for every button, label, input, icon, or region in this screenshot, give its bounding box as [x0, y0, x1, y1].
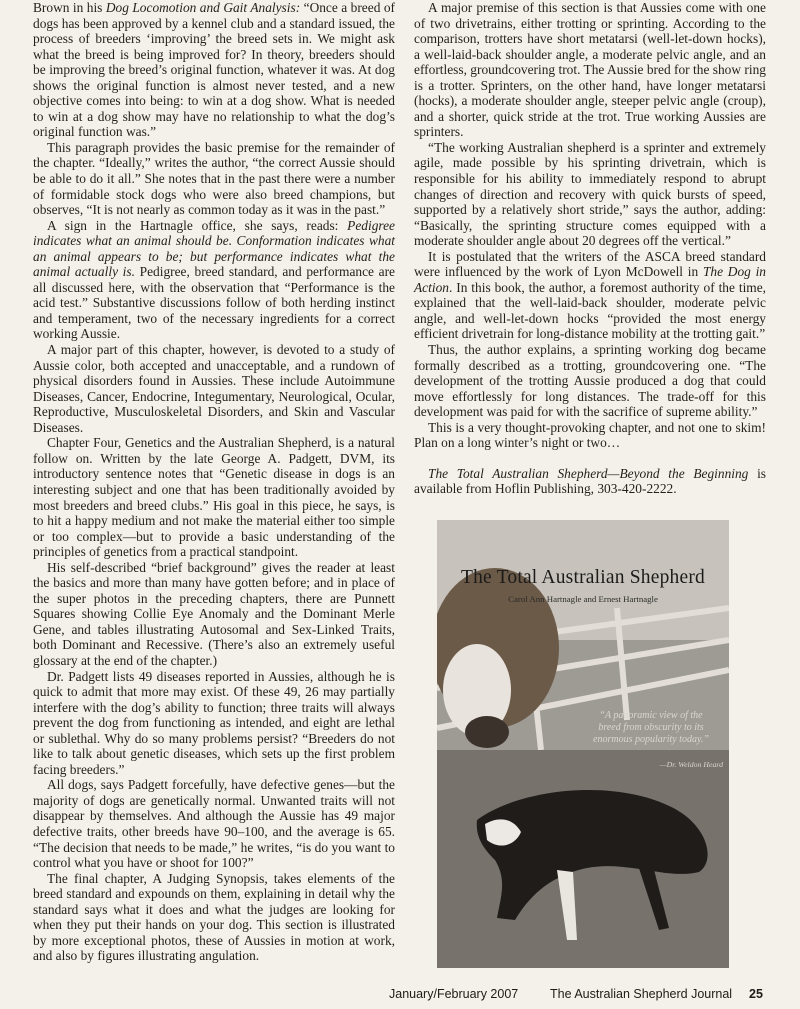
footer-issue-date: January/February 2007: [389, 987, 519, 1001]
body-paragraph: It is postulated that the writers of the ASCA breed standard were influenced by the work of Lyon McDowell in The Dog in Action. In this book, the author, a foremost authority of the time, explained that the well-laid-back shoulder, moderate pelvic angle, and well-let-down hocks “provided the most energy efficient drivetrain for long-distance mobility at the trotting gait.”: [414, 248, 767, 342]
cover-quote: “A panoramic view of the breed from obscurity to its enormous popularity today.”: [593, 710, 709, 745]
body-paragraph: This paragraph provides the basic premise for the remainder of the chapter. “Ideally,” writes the author, “the correct Aussie should be able to do it all.” She notes that in the past there were a number of formidable stock dogs who were also breed champions, but observes, “It is not nearly as common today as it was in the past.”: [33, 139, 395, 218]
body-paragraph: A major premise of this section is that Aussies come with one of two drivetrains, either trotting or sprinting. According to the comparison, trotters have short metatarsi (well-let-down hocks), a well-laid-back shoulder angle, a moderate pelvic angle, and an effortless, groundcovering trot. The Aussie bred for the show ring is a trotter. Sprinters, on the other hand, have longer metatarsi (hocks), a moderate shoulder angle, steeper pelvic angle (croup), and a shorter, quick stride at the trot. True working Aussies are sprinters.: [414, 0, 766, 140]
body-paragraph: This is a very thought-provoking chapter, and not one to skim! Plan on a long winter’s night or two…: [414, 419, 766, 451]
body-paragraph: A sign in the Hartnagle office, she says, reads: Pedigree indicates what an animal should be. Conformation indicates what an animal appears to be; but performance indicates what the animal actually is. Pedigree, breed standard, and performance are all discussed here, with the observation that “Performance is the acid test.” Substantive discussions follow of both herding instinct and temperament, two of the necessary ingredients for a correct working Aussie.: [33, 217, 395, 342]
body-paragraph: Brown in his Dog Locomotion and Gait Analysis: “Once a breed of dogs has been approved by a kennel club and a standard issued, the process of breeders ‘improving’ the breed sets in. We might ask what the breed is being improved for? In theory, breeders should be improving the breed’s original function, whatever it was. At dog shows the original function is almost never tested, and a new objective comes into being: to win at a dog show. What is needed to win at a dog show may have no relationship to what the dog’s original function was.”: [33, 0, 395, 140]
body-paragraph: The final chapter, A Judging Synopsis, takes elements of the breed standard and expounds on them, explaining in detail why the standard says what it does and what the judges are looking for when they put their hands on your dog. This section is illustrated by more exceptional photos, these of Aussies in motion at work, and also by figures illustrating angulation.: [33, 870, 395, 964]
cover-title: The Total Australian Shepherd: [461, 567, 705, 588]
page-number: 25: [749, 987, 763, 1001]
availability-note: The Total Australian Shepherd—Beyond the Beginning is available from Hoflin Publishing, 303-420-2222.: [414, 465, 767, 497]
body-paragraph: “The working Australian shepherd is a sprinter and extremely agile, made possible by his sprinting drivetrain, which is responsible for his ability to immediately respond to abrupt changes of direction and recovery with quick bursts of speed, supported by a relatively short stride,” says the author, adding: “Basically, the sprinting structure comes equipped with a moderate shoulder angle about 20 degrees off the vertical.”: [414, 139, 766, 249]
body-paragraph: His self-described “brief background” gives the reader at least the basics and more than many have gotten before; and in place of the super photos in the preceding chapters, there are Punnett Squares showing Collie Eye Anomaly and the Dominant Merle Gene, and tables illustrating Autosomal and Sex-Linked Traits, both Dominant and Recessive. (There’s also an extremely useful glossary at the end of the chapter.): [33, 559, 395, 668]
article-left-column: [33, 0, 395, 964]
body-paragraph: All dogs, says Padgett forcefully, have defective genes—but the majority of dogs are genetically normal. Unwanted traits will not disappear by themselves. And although the Aussie has 49 major defective traits, other breeds have 90–100, and the average is 65. “The decision that needs to be made,” he writes, “is do you want to control what you have or shoot for 100?”: [33, 777, 395, 871]
book-cover-image: [437, 520, 729, 968]
body-paragraph: A major part of this chapter, however, is devoted to a study of Aussie color, both accepted and unacceptable, and a rundown of physical disorders found in Aussies. These include Autoimmune Diseases, Cancer, Endocrine, Integumentary, Neurological, Ocular, Reproductive, Musculoskeletal Disorders, and Skin and Vascular Diseases.: [33, 342, 395, 435]
body-paragraph: Dr. Padgett lists 49 diseases reported in Aussies, although he is quick to admit that more may exist. Of these 49, 26 may partially interfere with the dog’s ability to function; three traits will always prevent the dog from functioning as intended, and eight are lethal or sublethal. Why do so many problems persist? “Breeders do not like to talk about genetic diseases, which sets up the first problem facing breeders.”: [33, 668, 395, 777]
cover-authors: Carol Ann Hartnagle and Ernest Hartnagle: [508, 594, 658, 604]
cover-quote-author: —Dr. Weldon Heard: [659, 760, 723, 769]
body-paragraph: Thus, the author explains, a sprinting working dog became formally described as a trotting, groundcovering one. “The development of the trotting Aussie produced a dog that could move effortlessly for long distances. The trade-off for this development was paid for with the sacrifice of supreme ability.”: [414, 342, 766, 420]
footer-journal-name: The Australian Shepherd Journal: [550, 987, 733, 1001]
body-paragraph: Chapter Four, Genetics and the Australian Shepherd, is a natural follow on. Written by the late George A. Padgett, DVM, its introductory sentence notes that “Genetic disease in dogs is an interesting subject and one that has been traditionally avoided by most breeders and breed clubs.” His goal in this piece, he says, is to hit a happy medium and not make the material either too simple or too complex—but to provide a basic understanding of the principles of genetics from a practical standpoint.: [33, 435, 395, 560]
article-right-column: [414, 0, 766, 497]
